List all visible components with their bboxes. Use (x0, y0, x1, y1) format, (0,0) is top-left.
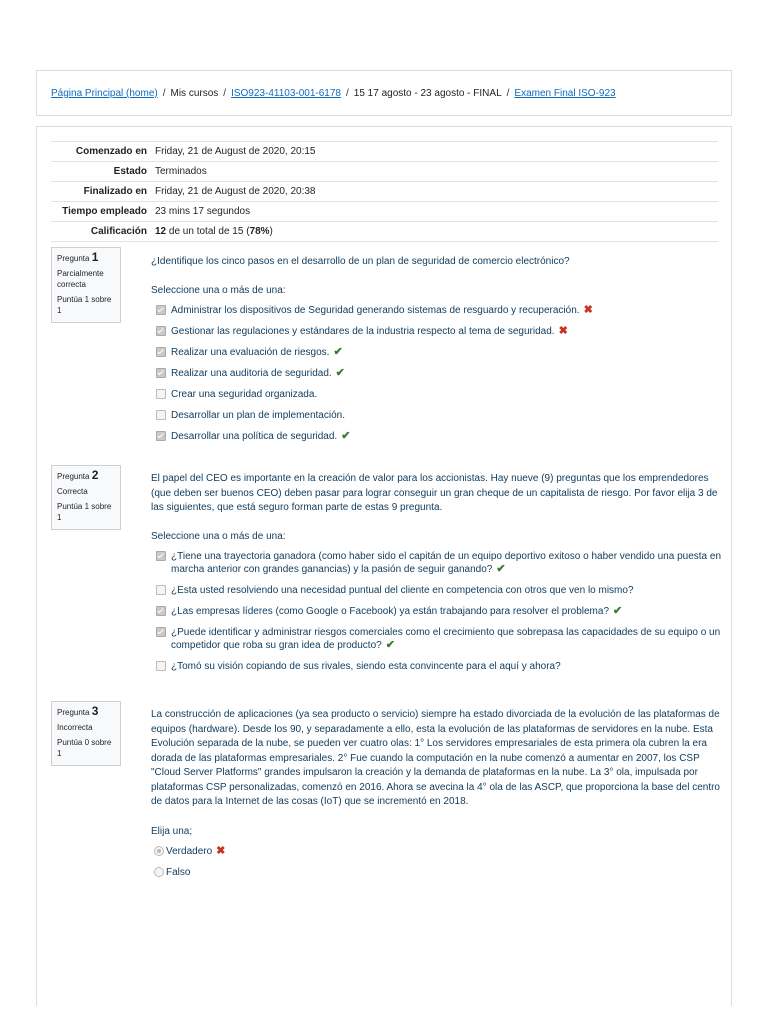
answer-option-text: Desarrollar un plan de implementación. (171, 409, 345, 421)
question-content-1 (151, 255, 721, 443)
summary-row-started (51, 142, 718, 162)
checkbox[interactable] (156, 389, 166, 399)
answer-option[interactable] (151, 866, 721, 879)
breadcrumb-home-link[interactable]: Página Principal (home) (51, 88, 158, 99)
breadcrumb-course-link[interactable]: ISO923-41103-001-6178 (231, 88, 341, 99)
answer-option[interactable] (151, 605, 721, 618)
question-content-3 (151, 708, 721, 879)
answer-option-text: Desarrollar una política de seguridad. (171, 430, 338, 442)
answer-option-text: Gestionar las regulaciones y estándares de la industria respecto al tema de seguridad. (171, 325, 555, 337)
grade-close: ) (269, 226, 273, 237)
correct-icon: ✔ (496, 562, 506, 575)
answer-option-text: ¿Esta usted resolviendo una necesidad puntual del cliente en competencia con otros que ven lo mismo? (171, 584, 634, 596)
breadcrumb-separator: / (162, 88, 166, 99)
answer-option-text: ¿Puede identificar y administrar riesgos comerciales como el crecimiento que sobrepasa las capacidades de su equipo o un competidor que roba su gran idea de producto? (171, 626, 721, 651)
breadcrumb-separator: / (506, 88, 510, 99)
question-text: La construcción de aplicaciones (ya sea producto o servicio) siempre ha estado divorciada de la evolución de las plataformas de equipos (hardware). Desde los 90, y separadamente a ello, esta la evolución de las plataformas de servidores en la nube. Esta Evolución separada de la nube, se pueden ver cuatro olas: 1° Los servidores empresariales de esta primera ola cubren la era dorada de las plataformas empresariales. 2° Fue cuando la computación en la nube comenzó a aumentar en 2007, los CSP "Cloud Server Platforms" grandes impulsaron la creación y la demanda de plataformas en la nube. La 3° ola, impulsada por plataformas CSP personalizadas, comenzó en 2016. Ahora se avecina la 4° ola de las ASCP, que proporciona la base del centro de datos para la Internet de las cosas (IoT) que se incrementó en 2018. (151, 709, 720, 807)
question-number (57, 470, 116, 482)
answer-option-text: ¿Tomó su visión copiando de sus rivales, siendo esta convincente para el aquí y ahora? (171, 660, 561, 672)
checkbox[interactable] (156, 368, 166, 378)
answer-prompt: Seleccione una o más de una: (151, 284, 286, 296)
checkbox[interactable] (156, 661, 166, 671)
incorrect-icon: ✖ (216, 844, 226, 857)
answer-option[interactable] (151, 550, 721, 576)
question-state: Incorrecta (57, 723, 93, 732)
summary-label: Estado (51, 162, 151, 182)
answer-option[interactable] (151, 845, 721, 858)
question-info-1 (51, 247, 121, 323)
checkbox[interactable] (156, 585, 166, 595)
checkbox[interactable] (156, 431, 166, 441)
summary-label: Tiempo empleado (51, 202, 151, 222)
grade-percent: 78% (249, 226, 270, 237)
answer-option-text: Falso (166, 866, 191, 878)
summary-label: Finalizado en (51, 182, 151, 202)
answer-prompt: Seleccione una o más de una: (151, 530, 286, 542)
checkbox[interactable] (156, 347, 166, 357)
question-number (57, 252, 116, 264)
incorrect-icon: ✖ (583, 303, 593, 316)
summary-row-finished (51, 182, 718, 202)
answer-option[interactable] (151, 304, 721, 317)
checkbox[interactable] (156, 410, 166, 420)
answer-option-text: Realizar una evaluación de riesgos. (171, 346, 330, 358)
answer-option-text: Verdadero (166, 845, 213, 857)
correct-icon: ✔ (335, 366, 345, 379)
question-text: El papel del CEO es importante en la creación de valor para los accionistas. Hay nueve (9) preguntas que los emprendedores (que deben ser buenos CEO) deben pasar para lograr conseguir un gran cheque de un capitalista de riesgo. Por favor elija 3 de las siguientes, que está seguro forman parte de estas 9 pregunta. (151, 473, 718, 513)
answer-option[interactable] (151, 325, 721, 338)
question-text: ¿Identifique los cinco pasos en el desarrollo de un plan de seguridad de comercio electrónico? (151, 256, 570, 267)
checkbox[interactable] (156, 606, 166, 616)
question-label: Pregunta (57, 472, 90, 481)
answer-option-text: Realizar una auditoria de seguridad. (171, 367, 332, 379)
question-info-2 (51, 465, 121, 530)
radio-button[interactable] (154, 846, 164, 856)
answer-option-text: ¿Las empresas líderes (como Google o Facebook) ya están trabajando para resolver el problema? (171, 605, 610, 617)
question-label: Pregunta (57, 254, 90, 263)
summary-value: Terminados (151, 162, 718, 182)
breadcrumb-my-courses: Mis cursos (170, 88, 219, 99)
summary-value: Friday, 21 de August de 2020, 20:15 (151, 142, 718, 162)
correct-icon: ✔ (333, 345, 343, 358)
question-content-2 (151, 472, 721, 673)
grade-score: 12 (155, 226, 167, 237)
quiz-review-panel (36, 126, 732, 1006)
breadcrumb-bar (36, 70, 732, 116)
question-mark: Puntúa 1 sobre 1 (57, 502, 112, 522)
breadcrumb-quiz-link[interactable]: Examen Final ISO-923 (514, 88, 616, 99)
answer-option[interactable] (151, 388, 721, 401)
correct-icon: ✔ (341, 429, 351, 442)
answer-option[interactable] (151, 409, 721, 422)
question-number (57, 706, 116, 718)
correct-icon: ✔ (613, 604, 623, 617)
checkbox[interactable] (156, 551, 166, 561)
summary-row-time-taken (51, 202, 718, 222)
summary-value: Friday, 21 de August de 2020, 20:38 (151, 182, 718, 202)
breadcrumb-separator: / (223, 88, 227, 99)
breadcrumb-separator: / (345, 88, 349, 99)
summary-row-grade (51, 222, 718, 242)
breadcrumb-section: 15 17 agosto - 23 agosto - FINAL (353, 88, 502, 99)
answer-option[interactable] (151, 430, 721, 443)
question-mark: Puntúa 0 sobre 1 (57, 738, 112, 758)
answer-option-text: Administrar los dispositivos de Seguridad generando sistemas de resguardo y recuperación. (171, 304, 580, 316)
question-info-3 (51, 701, 121, 766)
answer-option[interactable] (151, 626, 721, 652)
question-number-value: 1 (91, 250, 99, 264)
summary-row-state (51, 162, 718, 182)
question-state: Parcialmente correcta (57, 269, 104, 289)
answer-option[interactable] (151, 346, 721, 359)
summary-label: Comenzado en (51, 142, 151, 162)
question-label: Pregunta (57, 708, 90, 717)
grade-total: de un total de 15 ( (166, 226, 250, 237)
radio-button[interactable] (154, 867, 164, 877)
checkbox[interactable] (156, 627, 166, 637)
answer-option-text: ¿Tiene una trayectoria ganadora (como haber sido el capitán de un equipo deportivo exitoso o haber vendido una puesta en marcha anterior con grandes ganancias) y la pasión de seguir ganando? (171, 550, 721, 575)
breadcrumb (51, 88, 616, 99)
answer-option[interactable] (151, 367, 721, 380)
checkbox[interactable] (156, 305, 166, 315)
answer-option[interactable] (151, 660, 721, 673)
summary-value: 23 mins 17 segundos (151, 202, 718, 222)
answer-prompt: Elija una; (151, 825, 193, 837)
answer-option[interactable] (151, 584, 721, 597)
summary-label: Calificación (51, 222, 151, 242)
question-mark: Puntúa 1 sobre 1 (57, 295, 112, 315)
summary-value (151, 222, 718, 242)
incorrect-icon: ✖ (558, 324, 568, 337)
attempt-summary-table (51, 141, 718, 242)
checkbox[interactable] (156, 326, 166, 336)
question-number-value: 3 (91, 704, 99, 718)
question-state: Correcta (57, 487, 88, 496)
answer-option-text: Crear una seguridad organizada. (171, 388, 318, 400)
correct-icon: ✔ (385, 638, 395, 651)
question-number-value: 2 (91, 468, 99, 482)
